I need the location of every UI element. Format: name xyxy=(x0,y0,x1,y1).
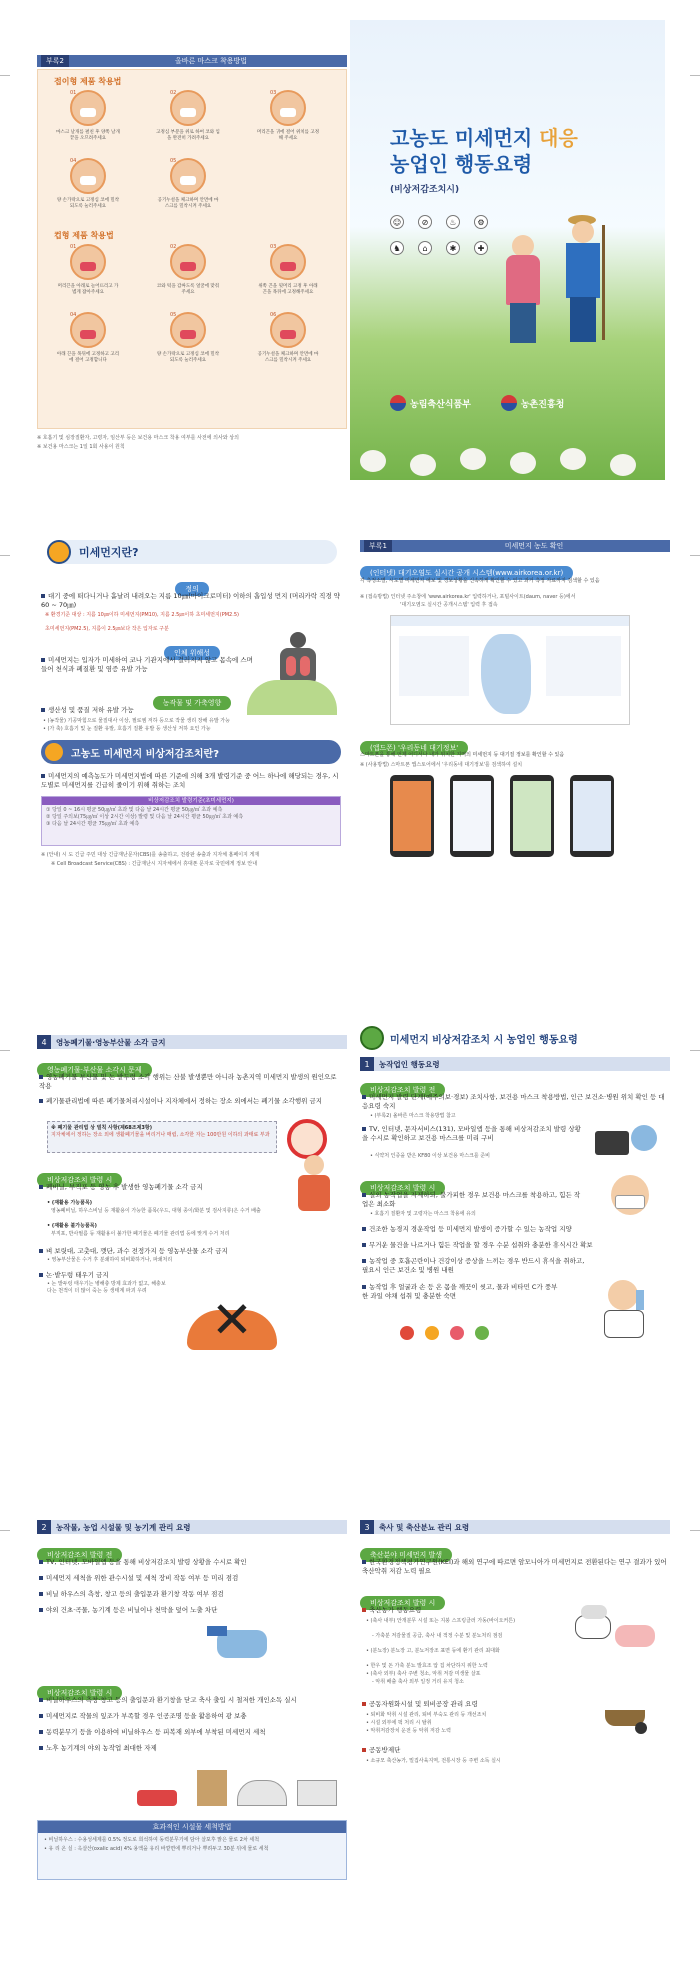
alert-text-3 xyxy=(362,1241,667,1250)
farmer-woman-illustration xyxy=(500,235,545,345)
fold-step-image xyxy=(70,90,106,126)
no-burning-icon: ⊘ xyxy=(418,215,432,229)
alert-body-2: 미세먼지로 작물의 잎조가 부족할 경우 인공조명 등을 활용하여 광 보충 xyxy=(46,1712,247,1720)
cover-subtitle: (비상저감조치시) xyxy=(390,185,460,195)
crop-mark xyxy=(0,1530,10,1531)
mask-icon xyxy=(80,176,96,185)
farmer-man-illustration xyxy=(560,215,605,345)
cup-step-caption: 위쪽 끈을 뒷머리 고정 후 아래 끈을 목뒤에 고정해주세요 xyxy=(258,284,318,295)
actions-title: 미세먼지 비상저감조치 시 농업인 행동요령 xyxy=(390,1034,578,1046)
farm-guide-1-note: - 가축분 저감물질 공급, 축사 내 적정 수분 및 분뇨처리 점검 xyxy=(372,1633,503,1639)
section-number: 3 xyxy=(360,1520,374,1534)
cup-step-image xyxy=(70,312,106,348)
alert-body-3: 무거운 물건을 나르거나 힘든 작업을 할 경우 수분 섭취와 충분한 휴식시간 확보 xyxy=(369,1241,593,1249)
farm-scene-illustration xyxy=(137,1760,337,1810)
alert-label: 비상저감조치 발령 시 xyxy=(360,1181,445,1195)
facility-guide-title: 공동자원화시설 및 퇴비공장 관리 요령 xyxy=(369,1700,478,1708)
intro-title: 미세먼지란? xyxy=(79,546,139,559)
alert-body-3: 논·밭두렁 태우기 금지 xyxy=(46,1271,109,1279)
before-body-1: TV, 인터넷, 모바일앱 등을 통해 비상저감조치 발령 상황을 수시로 확인 xyxy=(46,1558,247,1566)
fold-step-number: 01 xyxy=(70,90,77,96)
tractor-icon: ⚙ xyxy=(474,215,488,229)
fold-step-caption: 고정심 부분을 위로 하여 코와 입을 완전히 가려주세요 xyxy=(156,130,220,141)
cover-title-a: 고농도 미세먼지 xyxy=(390,126,533,150)
farm-guide-2: • (분뇨장) 분뇨장 고, 분뇨저장조 표면 등에 환기 관리 최대화 xyxy=(366,1648,500,1654)
before-label: 비상저감조치 발령 전 xyxy=(37,1548,122,1562)
mask-icon xyxy=(180,330,196,339)
greenhouse-icon: ⌂ xyxy=(418,241,432,255)
section-bar xyxy=(37,1520,347,1534)
farm-guide-4-note: - 악취 배출 축사 외부 일정 거리 유지 청소 xyxy=(372,1679,464,1685)
airkorea-screenshot xyxy=(390,615,630,725)
cup-step-image xyxy=(170,312,206,348)
emergency-banner-title: 고농도 미세먼지 비상저감조치란? xyxy=(71,748,220,760)
fold-step-caption: 머리끈을 귀에 걸어 위치를 고정해 주세요 xyxy=(256,130,320,141)
section-title: 농작업인 행동요령 xyxy=(379,1059,440,1069)
cup-section-title: 컵형 제품 착용법 xyxy=(54,231,114,240)
crop-effect-label: 농작물 및 가축영향 xyxy=(153,696,232,710)
livestock-label: 축산분야 미세먼지 발생 xyxy=(360,1548,452,1562)
before-body-3: 비닐 하우스의 측창, 창고 등의 출입문과 환기창 작동 여부 점검 xyxy=(46,1590,224,1598)
taegeuk-icon xyxy=(501,395,517,411)
mask-icon xyxy=(280,108,296,117)
alert-text-1 xyxy=(39,1696,344,1705)
crop-effect-note-2: • (가 축) 호흡기 및 눈 질환 유발, 호흡기 질환 유발 등 생산성 저하 요인 가능 xyxy=(43,726,211,732)
page-title: 올바른 마스크 착용방법 xyxy=(174,57,248,65)
cover-title xyxy=(390,125,578,177)
criteria-title: 비상저감조치 발령기준(초미세먼지) xyxy=(42,797,340,805)
facility-guide-heading xyxy=(362,1700,602,1709)
penalty-title: ※ 폐기물 관리법 상 벌칙 사항(제68조제3항) xyxy=(51,1125,153,1131)
page-burning-ban xyxy=(37,1035,347,1495)
before-note-1: • (부록2) 올바른 마스크 착용방법 참고 xyxy=(370,1113,456,1119)
problem-body-1: 영농폐기물 부산물 및 논 밭두렁 소각 행위는 산불 발생뿐만 아니라 농촌지역 미세먼지 발생의 원인으로 작용 xyxy=(39,1073,337,1090)
alert-text-2 xyxy=(39,1712,344,1721)
criteria-box xyxy=(41,796,341,846)
cup-step-caption: 머리끈을 아래로 늘어뜨리고 가볍게 잡아주세요 xyxy=(57,284,119,295)
problem-label: 영농폐기물·부산물 소각시 문제 xyxy=(37,1063,152,1077)
farmer-mask-icon xyxy=(360,1026,384,1050)
cleaning-method-1: • 비닐하우스 : 수용성세제를 0.5% 정도로 희석하여 동력분무기에 담아 살포후 맑은 물로 2차 세척 xyxy=(44,1837,260,1843)
web-note-2: '대기오염도 실시간 공개시스템' 입력 후 접속 xyxy=(400,602,498,608)
web-text: 각 측정소별, 시도별 미세먼지 예보 및 경보상황을 신속하게 확인할 수 있고 과거 측정 자료까지 검색할 수 있음 xyxy=(360,578,600,584)
alert-note-2: • 영농부산물은 수거 후 분쇄하여 퇴비화하거나, 파쇄처리 xyxy=(47,1257,173,1263)
definition-note-2: 초미세먼지(PM2.5), 지름이 2.5㎛보다 작은 입자로 구분 xyxy=(45,626,169,632)
criteria-2: ② 당일 주의보(75㎍/㎥ 이상 2시간 이상) 발령 및 다음 날 24시간 평균 50㎍/㎥ 초과 예측 xyxy=(46,814,244,820)
spray-icon: ✱ xyxy=(446,241,460,255)
fold-step-image xyxy=(170,90,206,126)
hand-spray-illustration xyxy=(207,1620,277,1665)
cattle-icon: ♞ xyxy=(390,241,404,255)
problem-text-1 xyxy=(39,1073,344,1091)
mask-icon xyxy=(280,262,296,271)
fold-step-caption: 공기누설을 체크하며 안면에 마스크를 밀착시켜 주세요 xyxy=(157,198,219,209)
cleaning-box-title: 효과적인 시설물 세척방법 xyxy=(38,1821,346,1833)
cup-step-caption: 코와 턱을 감싸도록 얼굴에 맞춰주세요 xyxy=(156,284,220,295)
before-body-4: 야외 건초·곡물, 농기계 등은 비닐이나 천막을 덮어 노출 차단 xyxy=(46,1606,218,1614)
web-label: (인터넷) 대기오염도 실시간 공개 시스템(www.airkorea.or.kr) xyxy=(360,566,573,580)
cup-step-caption: 공기누설을 체크하며 안면에 마스크를 밀착시켜 주세요 xyxy=(257,352,319,363)
mask-icon xyxy=(180,176,196,185)
penalty-box xyxy=(47,1121,277,1153)
alert-body-2: 건조한 농경지 경운작업 등 미세먼지 발생이 증가할 수 있는 농작업 지양 xyxy=(369,1225,572,1233)
livestock-body: 한국환경정책평가연구원(KEI)과 해외 연구에 따르면 암모니아가 미세먼지로 전환된다는 연구 결과가 있어 축산악취 저감 노력 필요 xyxy=(362,1558,667,1575)
section-title: 농작물, 농업 시설물 및 농기계 관리 요령 xyxy=(56,1522,191,1532)
page-header xyxy=(360,540,670,552)
mask-note-1: ※ 호흡기 및 심장질환자, 고령자, 임산부 등은 보건용 마스크 착용 여부를 사전에 의사와 상의 xyxy=(37,435,239,441)
phone-screenshot-3 xyxy=(510,775,554,857)
page-livestock xyxy=(360,1520,670,1970)
ministry-logo xyxy=(390,395,471,411)
alert-label: 비상저감조치 발령 시 xyxy=(37,1686,122,1700)
cup-step-image xyxy=(270,312,306,348)
cover-title-c: 농업인 행동요령 xyxy=(390,152,533,176)
app-label: (앱드폰) '우리동네 대기정보' xyxy=(360,741,468,755)
mask-icon xyxy=(280,330,296,339)
definition-text xyxy=(41,592,341,610)
page-cover xyxy=(350,20,665,480)
before-text-4 xyxy=(39,1606,344,1615)
farmer-illustration xyxy=(292,1155,337,1215)
alert-body-1: 실외 농작업을 자제하되, 불가피한 경우 보건용 마스크를 착용하고, 힘든 작업은 최소화 xyxy=(362,1191,581,1208)
section-number: 2 xyxy=(37,1520,51,1534)
nonrecyclable-heading: • (재활용 불가능품목) xyxy=(47,1223,97,1229)
alert-text-2 xyxy=(362,1225,667,1234)
before-text-1 xyxy=(362,1093,667,1111)
mask-icon xyxy=(80,262,96,271)
harm-label: 인체 위해성 xyxy=(164,646,220,660)
cup-step-image xyxy=(270,244,306,280)
fold-step-caption: 양 손가락으로 고정심 코에 밀착되도록 눌러주세요 xyxy=(56,198,120,209)
farm-guide-3: • 한우 및 돈 가축 분뇨 발효조 압 집 차단하지 위한 노력 xyxy=(366,1663,488,1669)
joint-control-title: 공동방제단 xyxy=(369,1746,401,1754)
water-icon: ♨ xyxy=(446,215,460,229)
section-number: 1 xyxy=(360,1057,374,1071)
actions-header xyxy=(360,1025,670,1051)
mask-guide-box xyxy=(37,69,347,429)
alert-label: 비상저감조치 발령 시 xyxy=(360,1596,445,1610)
before-note-2: • 식약처 인증을 받은 KF80 이상 보건용 마스크를 준비 xyxy=(370,1153,490,1159)
definition-body: 대기 중에 떠다니거나 흩날려 내려오는 지름 10㎛(마이크로미터) 이하의 흡입성 먼지 (머리카락 직경 약 60 ~ 70㎛) xyxy=(41,592,341,609)
joint-control-1: • 소규모 축산농가, 밀집사육지역, 전통시장 등 주변 소독 실시 xyxy=(366,1758,501,1764)
emergency-definition-body: 미세먼지의 예측농도가 미세먼지법에 따른 기준에 의해 3개 발령기준 중 어느 하나에 해당되는 경우, 시 도별로 미세먼지를 긴급히 줄이기 위해 취하는 조치 xyxy=(41,772,339,789)
cover-title-b: 대응 xyxy=(539,126,578,150)
mask-icon xyxy=(180,262,196,271)
page-farmer-actions xyxy=(360,1025,670,1495)
health-icon: ✚ xyxy=(474,241,488,255)
mask-icon xyxy=(80,108,96,117)
app-text: 스마트폰을 통해 언제 어디서나 내가 위치한 지역의 미세먼지 등 대기질 정보를 확인할 수 있음 xyxy=(360,752,565,758)
before-text-1 xyxy=(39,1558,344,1567)
before-body-2: TV, 인터넷, 문자서비스(131), 모바일앱 등을 통해 비상저감조치 발령 상황을 수시로 확인하고 보건용 마스크를 미리 구비 xyxy=(362,1125,581,1142)
korea-map xyxy=(481,634,531,714)
crop-mark xyxy=(690,75,700,76)
alert-label: 비상저감조치 발령 시 xyxy=(37,1173,122,1187)
joint-control-heading xyxy=(362,1746,562,1755)
cup-step-number: 01 xyxy=(70,244,77,250)
alert-text-1 xyxy=(39,1183,279,1192)
alert-note-3: • 논 밭두렁 태우기는 병해충 방제 효과가 없고, 해충보다는 천적이 더 많이 죽는 등 생태계 파괴 우려 xyxy=(47,1281,166,1294)
radish-row-illustration xyxy=(350,440,665,480)
emergency-definition xyxy=(41,772,341,790)
recyclable-text: 영농폐비닐, 하우스비닐 등 재활용이 가능한 품목(우드, 대형 종이/화분 및 검사지류)은 수거 배출 xyxy=(51,1208,261,1214)
magnifier-icon xyxy=(47,540,71,564)
section-title: 축사 및 축산분뇨 관리 요령 xyxy=(379,1522,470,1532)
cup-step-image xyxy=(170,244,206,280)
cleaning-box xyxy=(37,1820,347,1880)
criteria-note-2: ※ Cell Broadcast Service(CBS) : 긴급재난시 지자체에서 휴대폰 문자로 국민에게 정보 안내 xyxy=(51,861,258,867)
cup-step-number: 06 xyxy=(270,312,277,318)
before-label: 비상저감조치 발령 전 xyxy=(360,1083,445,1097)
cup-step-image xyxy=(70,244,106,280)
fold-step-number: 03 xyxy=(270,90,277,96)
alert-body-4: 농작업 중 호흡곤란이나 건강이상 증상을 느끼는 경우 반드시 휴식을 취하고, 필요시 인근 보건소 및 병원 내원 xyxy=(362,1257,585,1274)
field-illustration xyxy=(247,680,337,715)
before-text-2 xyxy=(39,1574,344,1583)
phone-screenshot-4 xyxy=(570,775,614,857)
livestock-text xyxy=(362,1558,667,1576)
alert-text-4 xyxy=(362,1257,587,1275)
no-burning-icon xyxy=(287,1119,327,1159)
fold-step-image xyxy=(270,90,306,126)
fruit-illustration xyxy=(400,1325,520,1345)
page-mask-guide xyxy=(37,55,347,455)
banner-icon xyxy=(45,743,63,761)
alert-text-3 xyxy=(39,1271,344,1280)
emergency-banner xyxy=(41,740,341,764)
fold-step-image xyxy=(70,158,106,194)
ministry-name: 농림축산식품부 xyxy=(410,399,471,410)
alert-note-1: • 호흡기 질환자 및 고령자는 마스크 착용에 유의 xyxy=(370,1211,476,1217)
fold-step-number: 02 xyxy=(170,90,177,96)
criteria-3: ③ 다음 날 24시간 평균 75㎍/㎥ 초과 예측 xyxy=(46,821,140,827)
tv-phone-illustration xyxy=(595,1125,660,1170)
burning-illustration xyxy=(177,1285,287,1355)
intro-header xyxy=(47,540,337,564)
alert-body-4: 노후 농기계의 야외 농작업 최대한 자제 xyxy=(46,1744,157,1752)
cup-step-number: 03 xyxy=(270,244,277,250)
taegeuk-icon xyxy=(390,395,406,411)
mask-wearer-illustration xyxy=(605,1175,655,1225)
mask-icon xyxy=(80,330,96,339)
alert-body-1: 폐비닐, 부직포 등 영농 후 발생한 영농폐기물 소각 금지 xyxy=(46,1183,203,1191)
problem-body-2: 폐기물관리법에 따른 폐기물처리시설이나 지자체에서 정하는 장소 외에서는 폐기물 소각행위 금지 xyxy=(46,1097,323,1105)
web-note-1: ※ (접속방법) 인터넷 주소창에 'www.airkorea.kr' 입력하거나, 포털사이트(daum, naver 등)에서 xyxy=(360,594,576,600)
harm-text xyxy=(41,656,256,674)
definition-note: ※ 환경기준 대상 : 지름 10㎛이하 미세먼지(PM10), 지름 2.5㎛이하 초미세먼지(PM2.5) xyxy=(45,612,239,618)
facility-guide-2: • 시설 외부에 퍽 처리 시 탈취 xyxy=(366,1720,432,1726)
harm-body: 미세먼지는 입자가 미세하여 코나 기관지에서 걸러지지 않고 몸속에 스며들어 천식과 폐질환 및 염증 유발 가능 xyxy=(41,656,253,673)
mask-person-icon: ☺ xyxy=(390,215,404,229)
cup-step-caption: 아래 끈을 목뒤에 고정하고 고리에 걸어 고정합니다 xyxy=(56,352,120,363)
app-note: ※ (사용방법) 스마트폰 앱스토어에서 '우리동네 대기정보'를 검색하여 설치 xyxy=(360,762,523,768)
fold-step-caption: 마스크 날개를 펼친 후 양쪽 날개 끝을 오므려주세요 xyxy=(56,130,120,141)
wheelbarrow-illustration xyxy=(605,1700,660,1740)
section-title: 영농폐기물·영농부산물 소각 금지 xyxy=(56,1037,166,1047)
crop-mark xyxy=(0,1050,10,1051)
section-bar xyxy=(37,1035,347,1049)
phone-screenshot-2 xyxy=(450,775,494,857)
page-title: 미세먼지 농도 확인 xyxy=(504,542,564,550)
recyclable-heading: • (재활용 가능품목) xyxy=(47,1200,93,1206)
alert-body-5: 농작업 후 얼굴과 손 등 온 몸을 깨끗이 씻고, 물과 비타민 C가 풍부한 과일 야채 섭취 및 충분한 숙면 xyxy=(362,1283,558,1300)
mask-icon xyxy=(180,108,196,117)
crop-mark xyxy=(0,555,10,556)
facility-guide-1: • 퇴비화 악취 시설 관리, 퇴비 부숙도 관리 등 개선조치 xyxy=(366,1712,487,1718)
page-check-concentration xyxy=(360,540,670,960)
fold-step-number: 04 xyxy=(70,158,77,164)
alert-text-4 xyxy=(39,1744,344,1753)
cover-icon-grid xyxy=(390,215,500,285)
alert-body-2: 벼 보릿대, 고춧대, 깻단, 과수 전정가지 등 영농부산물 소각 금지 xyxy=(46,1247,228,1255)
page-facility-management xyxy=(37,1520,347,1970)
before-body-2: 미세먼지 세척을 위한 관수시설 및 세척 장비 작동 여부 등 미리 점검 xyxy=(46,1574,239,1582)
section-number: 4 xyxy=(37,1035,51,1049)
rda-name: 농촌진흥청 xyxy=(520,399,565,410)
cup-step-number: 02 xyxy=(170,244,177,250)
cover-logos xyxy=(390,395,564,411)
crop-mark xyxy=(690,1050,700,1051)
farm-guide-1: • (축사 내부) 안개분무 시설 또는 지붕 스프링클러 가동(바이오커튼) xyxy=(366,1618,516,1624)
before-body-1: 미세먼지 발령 단계(예주의보·경보) 조치사항, 보건용 마스크 착용방법, 인근 보건소·병원 위치 확인 등 대응요령 숙지 xyxy=(362,1093,665,1110)
livestock-illustration xyxy=(575,1605,665,1660)
cup-step-number: 05 xyxy=(170,312,177,318)
before-text-2 xyxy=(362,1125,582,1143)
facility-guide-3: • 악취저감장치 운전 등 악취 저감 노력 xyxy=(366,1728,451,1734)
cup-step-number: 04 xyxy=(70,312,77,318)
mask-note-2: ※ 보건용 마스크는 1일 1회 사용이 원칙 xyxy=(37,444,125,450)
fold-step-number: 05 xyxy=(170,158,177,164)
alert-body-3: 동력분무기 등을 이용하여 비닐하우스 등 피복재 외부에 부착된 미세먼지 세척 xyxy=(46,1728,266,1736)
crop-effect-note-1: • (농작물) 기공막힘으로 물질대사 이상, 필로엠 저하 등으로 작물 생리 장해 유발 가능 xyxy=(43,718,230,724)
phone-screenshot-1 xyxy=(390,775,434,857)
crop-mark xyxy=(0,75,10,76)
alert-text-2 xyxy=(39,1247,344,1256)
before-text-3 xyxy=(39,1590,344,1599)
farm-guide-4: • (축사 외부) 축사 주변 청소, 악취 저감 미생물 살포 xyxy=(366,1671,481,1677)
web-label-wrap xyxy=(360,560,573,580)
cross-mark-icon: ✕ xyxy=(211,1291,253,1349)
crop-effect-body: 생산성 및 품질 저하 유발 가능 xyxy=(48,706,134,714)
nonrecyclable-text: 부직포, 반사필름 등 재활용이 불가한 폐기물은 폐기물 관리법 등에 맞게 수거 처리 xyxy=(51,1231,230,1237)
page-header xyxy=(37,55,347,67)
alert-text-3 xyxy=(39,1728,344,1737)
page-fine-dust-intro xyxy=(37,540,347,960)
appendix-tag: 부록1 xyxy=(364,540,392,552)
rda-logo xyxy=(501,395,564,411)
crop-mark xyxy=(690,1530,700,1531)
cup-step-caption: 양 손가락으로 고정심 코에 밀착되도록 눌러주세요 xyxy=(156,352,220,363)
criteria-note: ※ (안내) 시 도 긴급 주민 대상 긴급재난문자(CBS)를 송출하고, 전광판 송출과 지자체 홈페이지 게재 xyxy=(41,852,260,858)
fold-section-title: 접이형 제품 착용법 xyxy=(54,77,122,86)
appendix-tag: 부록2 xyxy=(41,55,69,67)
alert-text-1 xyxy=(362,1191,582,1209)
penalty-body: 지자체에서 정하는 장소 외에 생활폐기물을 버리거나 매립, 소각한 자는 100만원 이하의 과태료 부과 xyxy=(51,1132,270,1138)
lungs-illustration xyxy=(272,632,322,687)
section-bar xyxy=(360,1520,670,1534)
fold-step-image xyxy=(170,158,206,194)
problem-text-2 xyxy=(39,1097,344,1106)
cleaning-method-2: • 유 리 온 실 : 옥살산(oxalic acid) 4% 용액을 유리 바깥면에 뿌리거나 뿌려두고 30분 뒤에 물로 세척 xyxy=(44,1846,269,1852)
section-bar xyxy=(360,1057,670,1071)
farm-guide-title: 축산농가 행동요령 xyxy=(369,1606,422,1614)
drinking-illustration xyxy=(600,1280,655,1340)
crop-mark xyxy=(690,555,700,556)
definition-label: 정의 xyxy=(175,582,209,596)
alert-body-1: 비닐하우스의 측창·창고 등의 출입문과 환기창을 닫고 축사 출입 시 철저한 개인소독 실시 xyxy=(46,1696,297,1704)
criteria-1: ① 당일 0 ~ 16시 평균 50㎍/㎥ 초과 및 다음 날 24시간 평균 50㎍/㎥ 초과 예측 xyxy=(46,807,223,813)
farm-guide-heading xyxy=(362,1606,562,1615)
alert-text-5 xyxy=(362,1283,562,1301)
